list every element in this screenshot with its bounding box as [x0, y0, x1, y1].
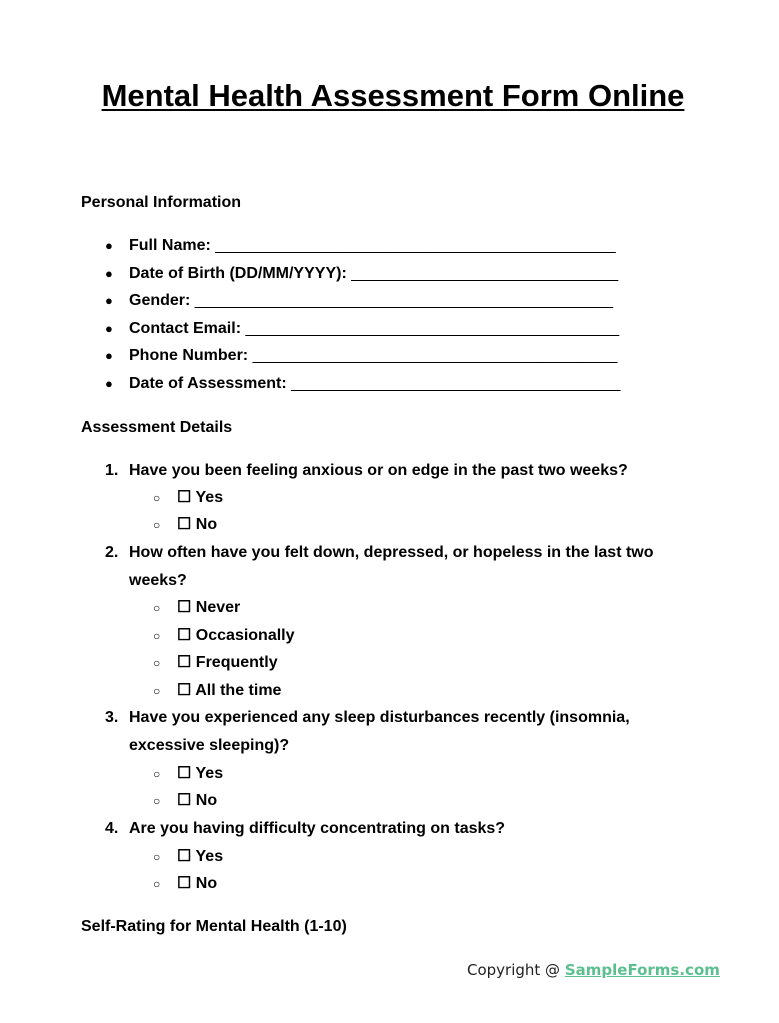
circle-bullet-icon: ○: [153, 767, 161, 781]
circle-bullet-icon: ○: [153, 491, 161, 505]
option-label: No: [195, 875, 218, 892]
field-phone-number[interactable]: [129, 346, 617, 366]
question-4-text: Are you having difficulty concentrating on tasks?: [129, 820, 506, 837]
bullet-icon: ●: [105, 348, 113, 363]
option-label: Yes: [195, 489, 224, 506]
q4-option-no[interactable]: [177, 874, 217, 894]
field-date-of-assessment[interactable]: [129, 374, 620, 394]
bullet-icon: ●: [105, 238, 113, 253]
option-label: Frequently: [195, 654, 278, 671]
field-label: Gender:: [129, 292, 191, 309]
field-label: Full Name:: [129, 237, 211, 254]
option-label: No: [195, 792, 218, 809]
question-3-text-line2: excessive sleeping)?: [129, 737, 290, 754]
option-label: Occasionally: [195, 627, 295, 644]
field-label: Date of Birth (DD/MM/YYYY):: [129, 265, 347, 282]
option-label: All the time: [195, 682, 282, 699]
circle-bullet-icon: ○: [153, 601, 161, 615]
q1-option-yes[interactable]: [177, 488, 223, 508]
field-gender[interactable]: [129, 291, 613, 311]
field-blank[interactable]: _______________________________________________: [194, 292, 614, 309]
checkbox-icon[interactable]: ☐: [177, 489, 192, 506]
q3-option-yes[interactable]: [177, 764, 223, 784]
question-3-text-line1: Have you experienced any sleep disturbances recently (insomnia,: [129, 709, 630, 726]
question-1-text: Have you been feeling anxious or on edge in the past two weeks?: [129, 462, 628, 479]
q1-option-no[interactable]: [177, 515, 217, 535]
circle-bullet-icon: ○: [153, 629, 161, 643]
section-heading-personal-information: Personal Information: [81, 194, 242, 211]
field-label: Phone Number:: [129, 347, 249, 364]
field-date-of-birth[interactable]: [129, 264, 618, 284]
section-heading-assessment-details: Assessment Details: [81, 419, 233, 436]
circle-bullet-icon: ○: [153, 656, 161, 670]
circle-bullet-icon: ○: [153, 877, 161, 891]
q2-option-frequently[interactable]: [177, 653, 278, 673]
question-number: 3.: [105, 709, 119, 726]
checkbox-icon[interactable]: ☐: [177, 654, 192, 671]
field-blank[interactable]: _________________________________________: [252, 347, 618, 364]
circle-bullet-icon: ○: [153, 794, 161, 808]
q2-option-never[interactable]: [177, 598, 240, 618]
field-blank[interactable]: _____________________________________________: [215, 237, 616, 254]
checkbox-icon[interactable]: ☐: [177, 848, 192, 865]
option-label: Yes: [195, 848, 224, 865]
option-label: No: [195, 516, 218, 533]
checkbox-icon[interactable]: ☐: [177, 682, 192, 699]
field-blank[interactable]: _____________________________________: [291, 375, 621, 392]
question-number: 4.: [105, 820, 119, 837]
checkbox-icon[interactable]: ☐: [177, 516, 192, 533]
circle-bullet-icon: ○: [153, 518, 161, 532]
question-number: 1.: [105, 462, 119, 479]
section-heading-self-rating: Self-Rating for Mental Health (1-10): [81, 918, 347, 935]
field-blank[interactable]: ______________________________: [351, 265, 619, 282]
question-2-text-line2: weeks?: [129, 572, 187, 589]
checkbox-icon[interactable]: ☐: [177, 792, 192, 809]
q4-option-yes[interactable]: [177, 847, 223, 867]
field-blank[interactable]: __________________________________________: [245, 320, 620, 337]
copyright-prefix: Copyright @: [467, 961, 565, 979]
field-label: Date of Assessment:: [129, 375, 287, 392]
checkbox-icon[interactable]: ☐: [177, 765, 192, 782]
checkbox-icon[interactable]: ☐: [177, 599, 192, 616]
circle-bullet-icon: ○: [153, 850, 161, 864]
question-number: 2.: [105, 544, 119, 561]
bullet-icon: ●: [105, 321, 113, 336]
option-label: Yes: [195, 765, 224, 782]
bullet-icon: ●: [105, 293, 113, 308]
option-label: Never: [195, 599, 241, 616]
checkbox-icon[interactable]: ☐: [177, 627, 192, 644]
field-full-name[interactable]: [129, 236, 616, 256]
q2-option-occasionally[interactable]: [177, 626, 295, 646]
q2-option-all-the-time[interactable]: [177, 681, 281, 701]
page-title: Mental Health Assessment Form Online: [101, 78, 685, 113]
field-label: Contact Email:: [129, 320, 242, 337]
bullet-icon: ●: [105, 376, 113, 391]
field-contact-email[interactable]: [129, 319, 619, 339]
copyright-footer: [467, 961, 720, 979]
circle-bullet-icon: ○: [153, 684, 161, 698]
q3-option-no[interactable]: [177, 791, 217, 811]
bullet-icon: ●: [105, 266, 113, 281]
sampleforms-link[interactable]: SampleForms.com: [564, 961, 720, 979]
checkbox-icon[interactable]: ☐: [177, 875, 192, 892]
question-2-text-line1: How often have you felt down, depressed, or hopeless in the last two: [129, 544, 654, 561]
